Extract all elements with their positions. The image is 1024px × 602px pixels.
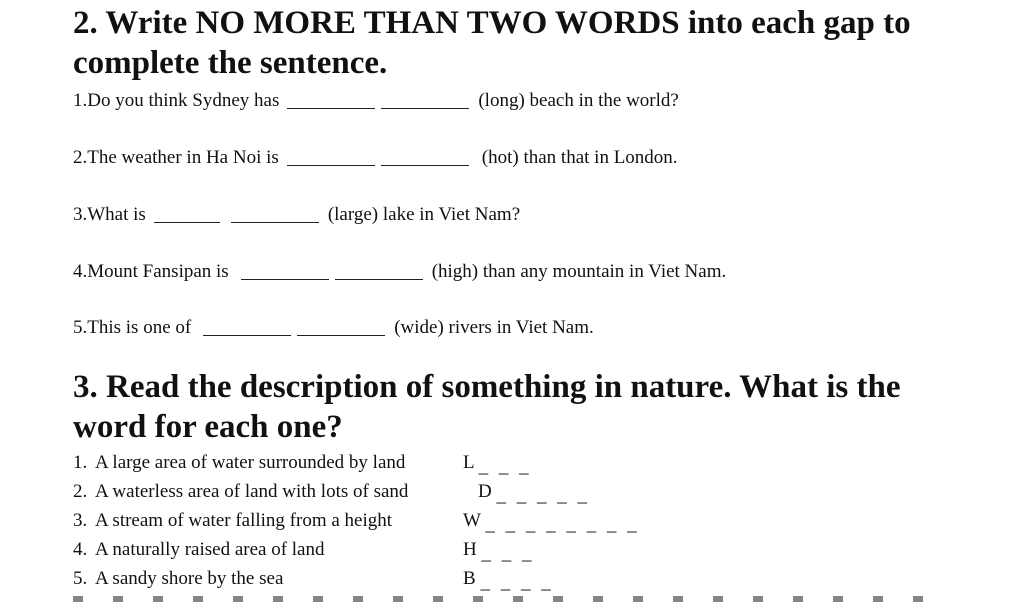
letter-dashes: _ _ _ (481, 543, 535, 564)
answer-blank[interactable] (154, 206, 220, 223)
sentence-start: 1.Do you think Sydney has (73, 90, 280, 111)
sentence-hint: (wide) rivers in Viet Nam. (394, 317, 594, 338)
item-number: 1. (73, 452, 88, 473)
item-number: 4. (73, 539, 88, 560)
sentence-hint: (hot) than that in London. (481, 147, 678, 168)
section-3-item-5 (73, 568, 554, 593)
item-description: A waterless area of land with lots of sand (95, 481, 409, 502)
item-description: A sandy shore by the sea (95, 568, 284, 589)
item-answer[interactable] (463, 568, 554, 593)
answer-blank[interactable] (231, 206, 319, 223)
first-letter: B (463, 568, 476, 589)
answer-blank[interactable] (381, 149, 469, 166)
section-2-title: 2. Write NO MORE THAN TWO WORDS into each gap to complete the sentence. (73, 5, 911, 81)
letter-dashes: _ _ _ (478, 456, 532, 477)
section-3-item-4 (73, 539, 535, 564)
item-number: 5. (73, 568, 88, 589)
answer-blank[interactable] (335, 263, 423, 280)
letter-dashes: _ _ _ _ _ _ _ _ (485, 514, 640, 535)
section-3-title: 3. Read the description of something in nature. What is the word for each one? (73, 369, 901, 445)
section-3-item-2 (73, 481, 590, 506)
item-answer[interactable] (463, 452, 532, 477)
sentence-start: 3.What is (73, 204, 146, 225)
sentence-hint: (long) beach in the world? (478, 90, 679, 111)
section-2-item-5 (73, 317, 594, 339)
sentence-hint: (high) than any mountain in Viet Nam. (431, 261, 727, 282)
section-2-item-4 (73, 261, 726, 283)
first-letter: H (463, 539, 477, 560)
answer-blank[interactable] (287, 92, 375, 109)
section-3-item-1 (73, 452, 532, 477)
first-letter: D (478, 481, 492, 502)
sentence-start: 2.The weather in Ha Noi is (73, 147, 279, 168)
first-letter: L (463, 452, 474, 473)
item-description: A naturally raised area of land (95, 539, 325, 560)
first-letter: W (463, 510, 481, 531)
sentence-hint: (large) lake in Viet Nam? (327, 204, 521, 225)
answer-blank[interactable] (297, 319, 385, 336)
section-3-item-3 (73, 510, 640, 535)
item-number: 2. (73, 481, 88, 502)
section-2-item-3 (73, 204, 520, 226)
letter-dashes: _ _ _ _ (480, 572, 554, 593)
answer-blank[interactable] (381, 92, 469, 109)
answer-blank[interactable] (203, 319, 291, 336)
item-number: 3. (73, 510, 88, 531)
letter-dashes: _ _ _ _ _ (496, 485, 590, 506)
item-description: A large area of water surrounded by land (95, 452, 406, 473)
item-answer[interactable] (478, 481, 590, 506)
item-description: A stream of water falling from a height (95, 510, 393, 531)
answer-blank[interactable] (287, 149, 375, 166)
answer-blank[interactable] (241, 263, 329, 280)
item-answer[interactable] (463, 510, 640, 535)
section-2-item-1 (73, 90, 679, 112)
item-answer[interactable] (463, 539, 535, 564)
sentence-start: 5.This is one of (73, 317, 192, 338)
cut-off-next-line (73, 596, 953, 602)
sentence-start: 4.Mount Fansipan is (73, 261, 229, 282)
section-2-item-2 (73, 147, 678, 169)
